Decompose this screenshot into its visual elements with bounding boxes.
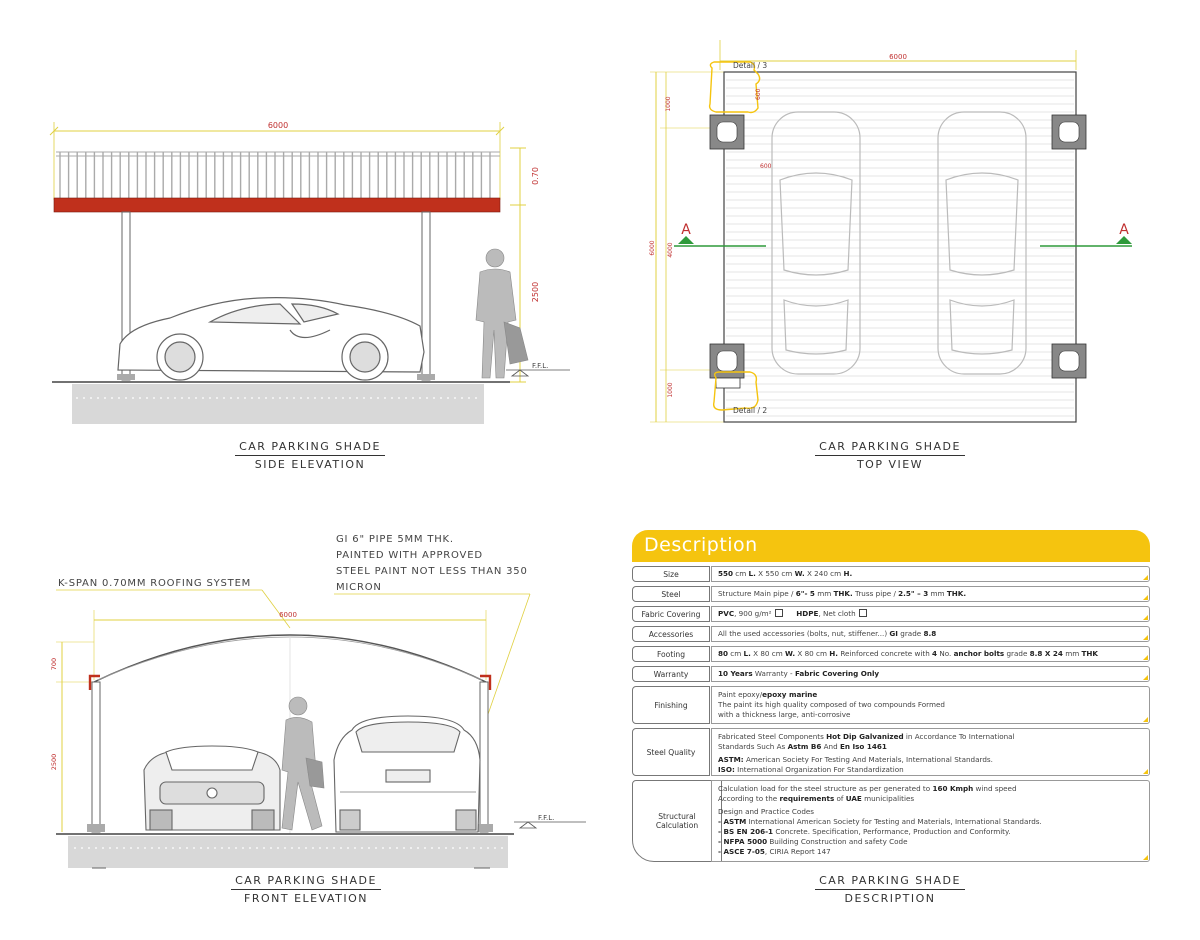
row-finishing-value: Paint epoxy/epoxy marine The paint its high quality composed of two compounds Formed with a thickness large, anti-corrosive bbox=[711, 686, 1150, 724]
roof-beam bbox=[54, 198, 500, 212]
pvc-checkbox[interactable] bbox=[775, 609, 783, 617]
note-pipe-line4: MICRON bbox=[336, 582, 382, 593]
sports-car-side-icon bbox=[118, 298, 424, 380]
row-fabric-value: PVC, 900 g/m² HDPE, Net cloth bbox=[711, 606, 1150, 622]
row-structural-label: Structural Calculation bbox=[632, 780, 722, 862]
sports-car-rear-icon bbox=[144, 746, 280, 830]
row-steel-quality bbox=[632, 728, 1150, 776]
row-steel-label: Steel bbox=[632, 586, 710, 602]
side-dim-width: 6000 bbox=[267, 121, 289, 130]
front-ffl: F.F.L. bbox=[538, 814, 555, 822]
row-accessories-label: Accessories bbox=[632, 626, 710, 642]
row-accessories bbox=[632, 626, 1150, 642]
row-fabric bbox=[632, 606, 1150, 622]
section-a-left: A bbox=[681, 222, 691, 238]
row-size-value: 550 cm L. X 550 cm W. X 240 cm H. bbox=[711, 566, 1150, 582]
row-warranty-label: Warranty bbox=[632, 666, 710, 682]
hdpe-checkbox[interactable] bbox=[859, 609, 867, 617]
front-elevation-drawing bbox=[0, 470, 600, 940]
person-walking-icon bbox=[282, 697, 324, 830]
detail-2-label: Detail / 2 bbox=[733, 406, 768, 415]
top-caption-subtitle: TOP VIEW bbox=[856, 458, 924, 471]
row-steel bbox=[632, 586, 1150, 602]
top-view-drawing bbox=[600, 0, 1200, 470]
front-ground-slab bbox=[68, 836, 508, 868]
top-dim-inner: 4000 bbox=[667, 242, 674, 258]
row-structural bbox=[632, 780, 1150, 862]
ground-slab bbox=[72, 384, 484, 424]
side-caption-subtitle: SIDE ELEVATION bbox=[254, 458, 366, 471]
top-dim-width: 6000 bbox=[889, 53, 907, 61]
side-elevation-drawing bbox=[0, 0, 600, 470]
row-warranty bbox=[632, 666, 1150, 682]
front-caption-subtitle: FRONT ELEVATION bbox=[244, 892, 368, 905]
row-finishing bbox=[632, 686, 1150, 724]
front-dim-2500: 2500 bbox=[50, 753, 58, 771]
row-size-label: Size bbox=[632, 566, 710, 582]
row-warranty-value: 10 Years Warranty - Fabric Covering Only bbox=[711, 666, 1150, 682]
side-ffl: F.F.L. bbox=[532, 362, 549, 370]
row-footing-value: 80 cm L. X 80 cm W. X 80 cm H. Reinforced concrete with 4 No. anchor bolts grade 8.8 X 24 mm THK bbox=[711, 646, 1150, 662]
description-caption bbox=[780, 874, 1000, 905]
description-header bbox=[632, 530, 1150, 562]
desc-caption-subtitle: DESCRIPTION bbox=[844, 892, 936, 905]
row-footing bbox=[632, 646, 1150, 662]
top-caption-title: CAR PARKING SHADE bbox=[815, 440, 965, 456]
roof-outline bbox=[724, 72, 1076, 422]
row-steel-quality-value: Fabricated Steel Components Hot Dip Galvanized in Accordance To International Standards Such As Astm B6 And En Iso 1461 ASTM: American Society For Testing And Materials, International Standards. ISO: International Organization For Standardization bbox=[711, 728, 1150, 776]
top-dim-height: 6000 bbox=[649, 240, 656, 256]
desc-caption-title: CAR PARKING SHADE bbox=[815, 874, 965, 890]
top-dim-top: 1000 bbox=[665, 96, 672, 112]
note-pipe-line1: GI 6" PIPE 5MM THK. bbox=[336, 534, 454, 545]
description-panel bbox=[632, 530, 1152, 866]
row-fabric-label: Fabric Covering bbox=[632, 606, 710, 622]
front-dim-700: 700 bbox=[50, 657, 58, 671]
side-caption-title: CAR PARKING SHADE bbox=[235, 440, 385, 456]
row-accessories-value: All the used accessories (bolts, nut, stiffener...) GI grade 8.8 bbox=[711, 626, 1150, 642]
row-finishing-label: Finishing bbox=[632, 686, 710, 724]
note-pipe-line2: PAINTED WITH APPROVED bbox=[336, 550, 483, 561]
detail-3-label: Detail / 3 bbox=[733, 61, 768, 70]
note-roofing: K-SPAN 0.70MM ROOFING SYSTEM bbox=[58, 578, 252, 589]
front-caption-title: CAR PARKING SHADE bbox=[231, 874, 381, 890]
row-footing-label: Footing bbox=[632, 646, 710, 662]
top-dim-bottom: 1000 bbox=[667, 382, 674, 398]
row-steel-quality-label: Steel Quality bbox=[632, 728, 710, 776]
suv-rear-icon bbox=[334, 716, 480, 832]
section-a-right: A bbox=[1119, 222, 1129, 238]
side-dim-roof: 0.70 bbox=[531, 167, 540, 185]
front-dim-width: 6000 bbox=[279, 611, 297, 619]
top-view-caption bbox=[780, 440, 1000, 471]
side-dim-height: 2500 bbox=[531, 281, 540, 303]
row-steel-value: Structure Main pipe / 6"- 5 mm THK. Truss pipe / 2.5" – 3 mm THK. bbox=[711, 586, 1150, 602]
note-pipe-line3: STEEL PAINT NOT LESS THAN 350 bbox=[336, 566, 528, 577]
front-elevation-caption bbox=[196, 874, 416, 905]
side-elevation-caption bbox=[200, 440, 420, 471]
row-size bbox=[632, 566, 1150, 582]
top-dim-600b: 600 bbox=[760, 163, 772, 170]
row-structural-value: Calculation load for the steel structure as per generated to 160 Kmph wind speed According to the requirements of UAE municipalities Design and Practice Codes - ASTM International American Society for Testing and Materials, International Standards. - BS EN 206-1 Concrete. Specification, Performance, Production and Conformity. - NFPA 5000 Building Construction and safety Code - ASCE 7-05, CIRIA Report 147 bbox=[711, 780, 1150, 862]
top-dim-600a: 600 bbox=[755, 88, 762, 100]
description-header-text: Description bbox=[644, 534, 758, 556]
